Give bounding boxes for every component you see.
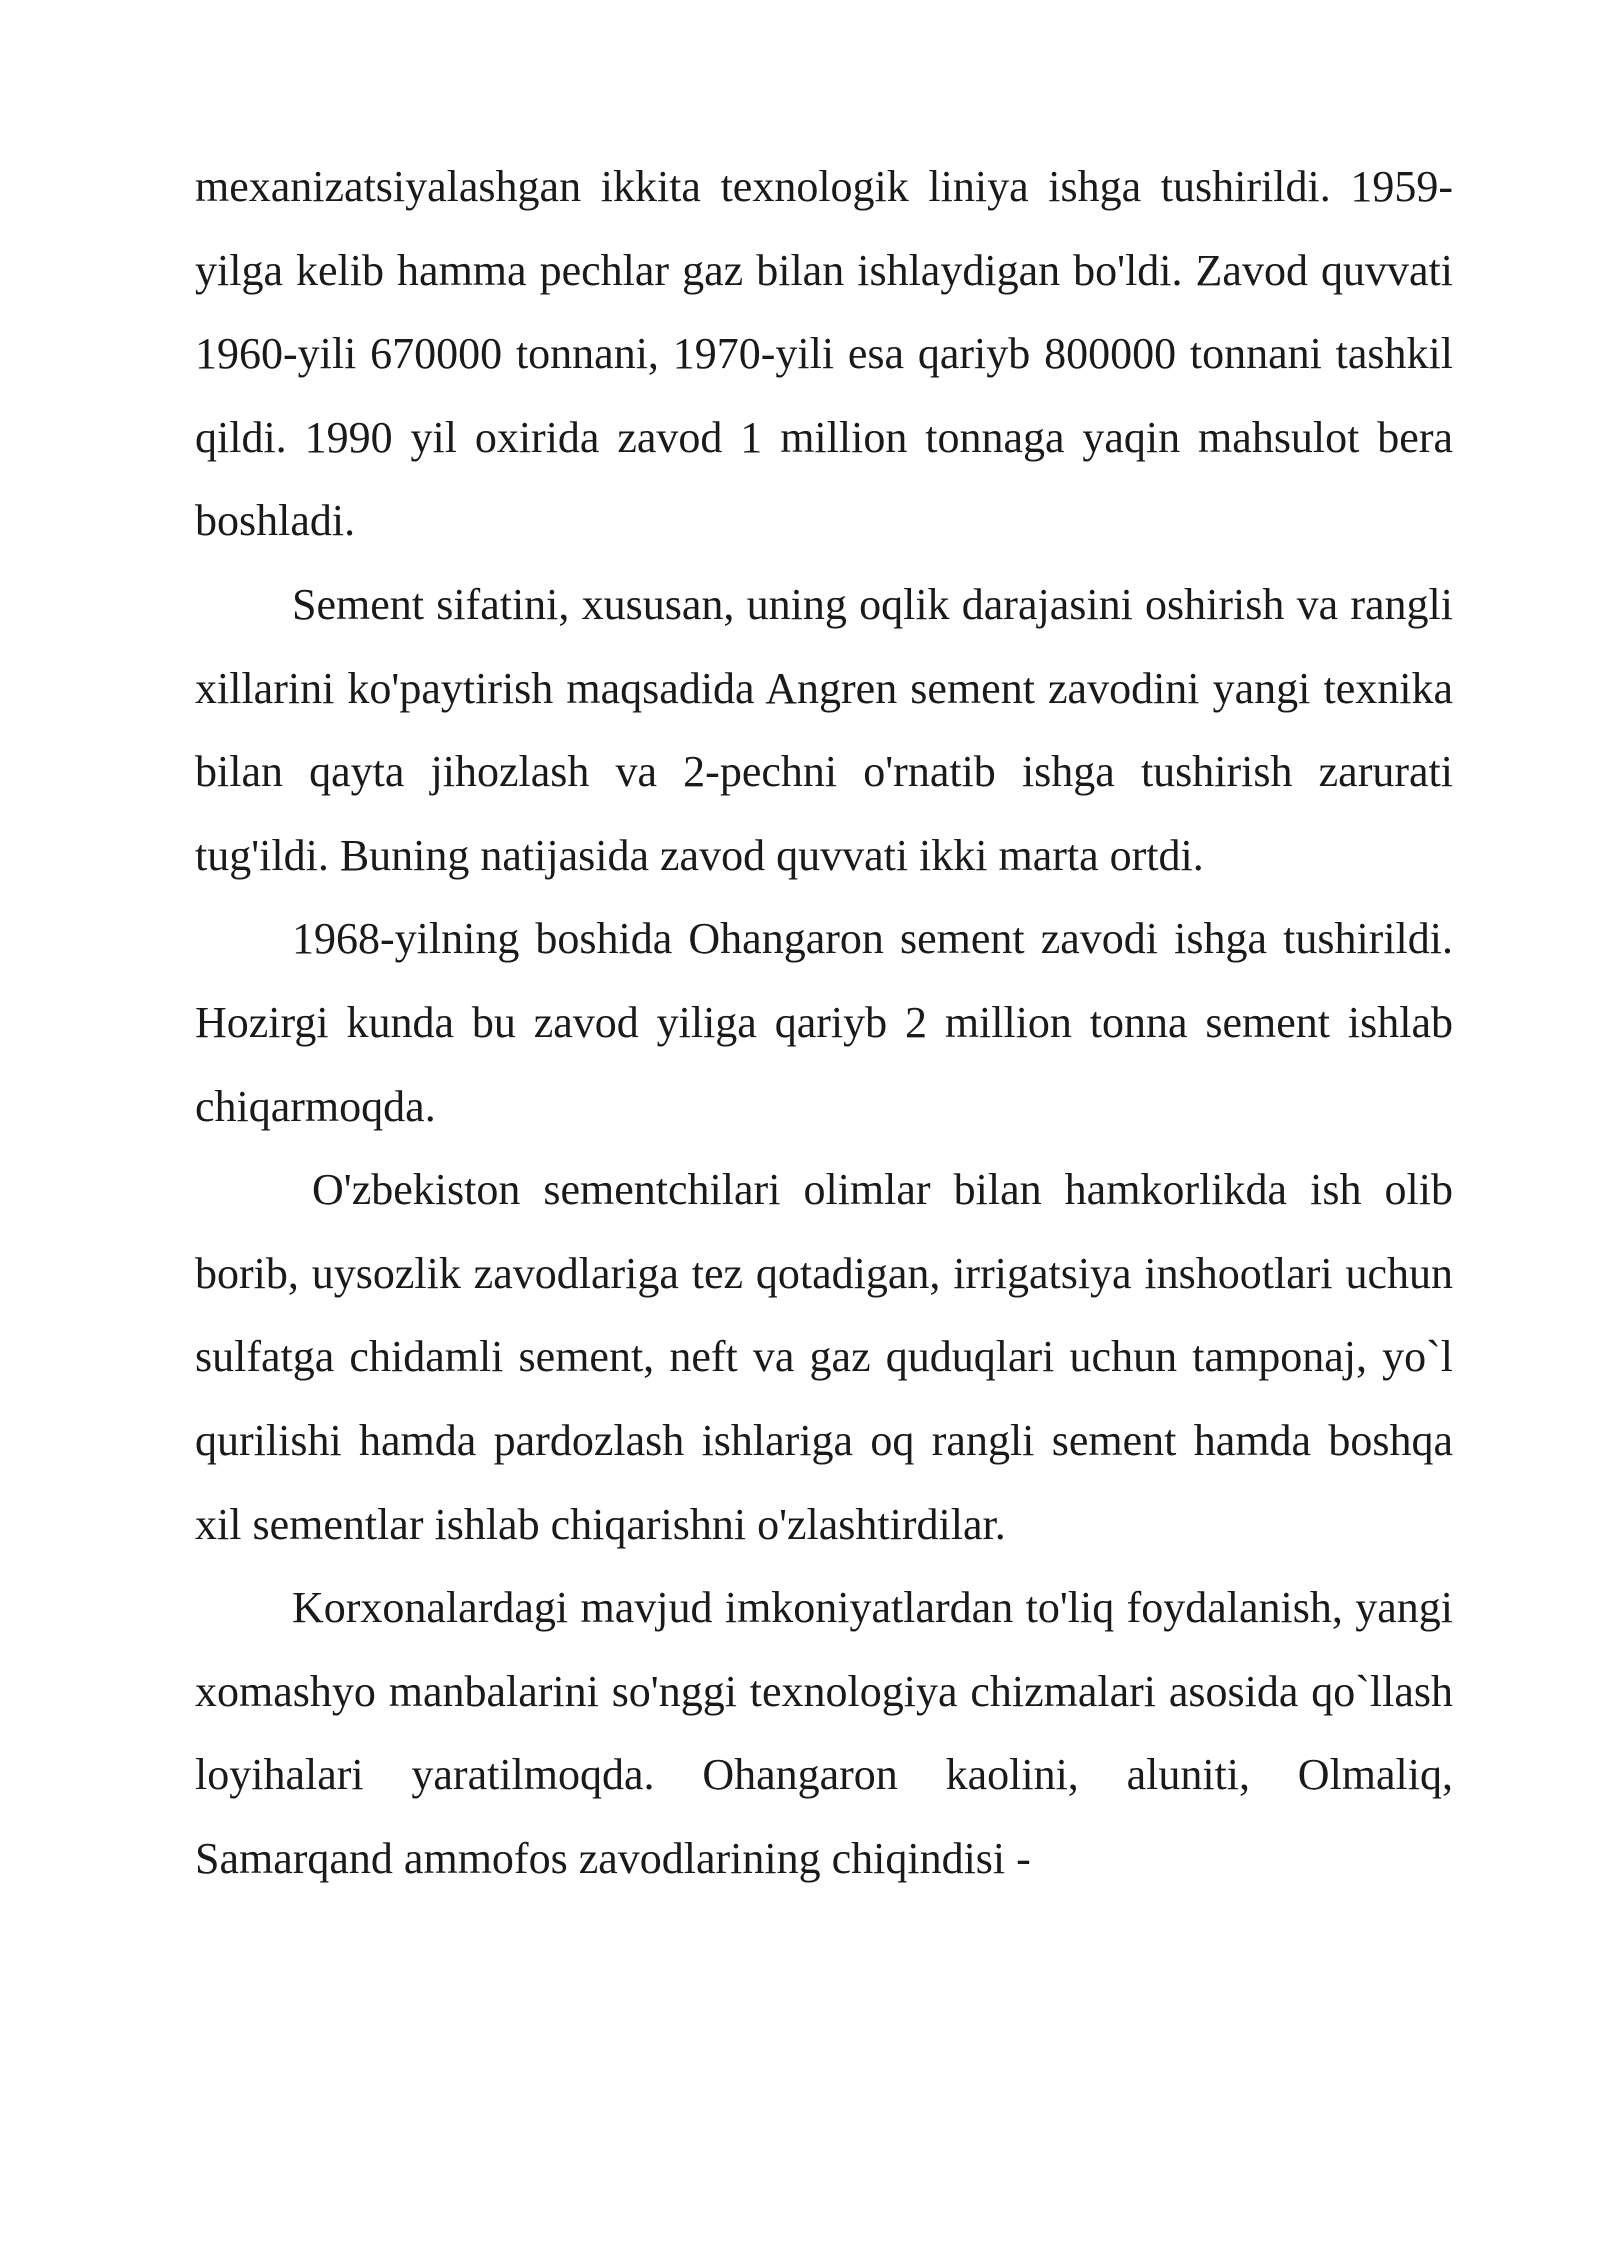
paragraph-5: Korxonalardagi mavjud imkoniyatlardan to'liq foydalanish, yangi xomashyo manbalarini so'nggi texnologiya chizmalari asosida qo`llash loyihalari yaratilmoqda. Ohangaron kaolini, aluniti, Olmaliq, Samarqand ammofos zavodlarining chiqindisi - — [195, 1583, 1453, 1883]
document-body — [195, 145, 1453, 1900]
paragraph-4: O'zbekiston sementchilari olimlar bilan hamkorlikda ish olib borib, uysozlik zavodlariga tez qotadigan, irrigatsiya inshootlari uchun sulfatga chidamli sement, neft va gaz quduqlari uchun tamponaj, yo`l qurilishi hamda pardozlash ishlariga oq rangli sement hamda boshqa xil sementlar ishlab chiqarishni o'zlashtirdilar. — [195, 1165, 1453, 1549]
paragraph-1: mexanizatsiyalashgan ikkita texnologik liniya ishga tushirildi. 1959-yilga kelib hamma pechlar gaz bilan ishlaydigan bo'ldi. Zavod quvvati 1960-yili 670000 tonnani, 1970-yili esa qariyb 800000 tonnani tashkil qildi. 1990 yil oxirida zavod 1 million tonnaga yaqin mahsulot bera boshladi. — [195, 162, 1453, 546]
paragraph-2: Sement sifatini, xususan, uning oqlik darajasini oshirish va rangli xillarini ko'paytirish maqsadida Angren sement zavodini yangi texnika bilan qayta jihozlash va 2-pechni o'rnatib ishga tushirish zarurati tug'ildi. Buning natijasida zavod quvvati ikki marta ortdi. — [195, 579, 1453, 880]
paragraph-3: 1968-yilning boshida Ohangaron sement zavodi ishga tushirildi. Hozirgi kunda bu zavod yiliga qariyb 2 million tonna sement ishlab chiqarmoqda. — [195, 914, 1453, 1131]
